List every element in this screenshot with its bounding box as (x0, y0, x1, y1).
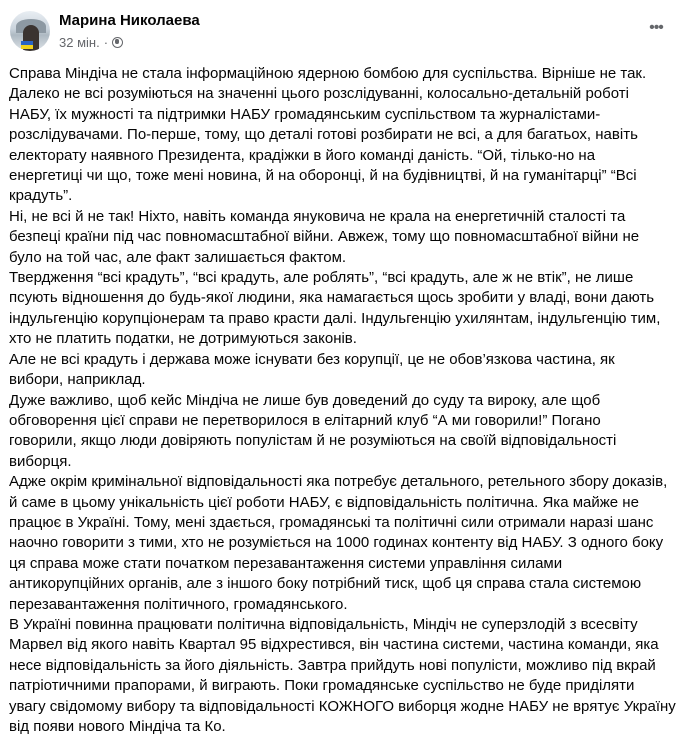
post-text-line: антикорупційних органів, але з іншого боку потрібний тиск, щоб ця справа стала системою (9, 575, 642, 593)
post-text-line: Адже окрім кримінальної відповідальності яка потребує детального, ретельного збору доказів, (9, 473, 668, 491)
post-text-line: індульгенцію корупціонерам та право красти далі. Індульгенцію ухилянтам, індульгенцію тим, (9, 309, 661, 327)
post-meta (59, 35, 123, 50)
post-text-line: В Україні повинна працювати політична відповідальність, Міндіч не суперзлодій з всесвіту (9, 615, 638, 633)
post-text-line: наочно говорити з тими, хто не розуміється на 1000 годинах контенту від НАБУ. З одного боку (9, 534, 664, 552)
post-text-line: Дуже важливо, щоб кейс Міндіча не лише був доведений до суду та вироку, але щоб (9, 391, 601, 409)
post-text-line: енергетиці чи що, тоже мені новина, й на оборонці, й на будівництві, й на гуманітарці” “Всі (9, 167, 637, 185)
more-options-button[interactable] (642, 19, 670, 38)
post-text-line: безпеці країни під час повномасштабної війни. Авжеж, тому що повномасштабної війни не (9, 228, 640, 246)
post-text-line: працює в Україні. Тому, мені здається, громадянські та політичні сили отримали наразі шанс (9, 513, 654, 531)
more-horizontal-icon: ••• (649, 19, 663, 36)
post-text-line: розслідувачами. По-перше, тому, що деталі готові розбирати не всі, а для багатьох, навіть (9, 126, 638, 144)
post-text-line: патріотичними прапорами, й виграють. Поки громадянське суспільство не буде приділяти (9, 677, 635, 695)
meta-separator: · (103, 35, 109, 50)
post-text-line: обговорення цієї справи не перетворилося в елітарний клуб “А ми говорили!” Погано (9, 411, 601, 429)
post-text-line: Справа Міндіча не стала інформаційною ядерною бомбою для суспільства. Вірніше не так. (9, 65, 647, 82)
post-text-line: електорату наявного Президента, крадіжки в його команді даність. “Ой, тілько-но на (9, 146, 596, 164)
post-text-line: говорили, якщо люди довіряють популістам й не розуміються на своїй відповідальності (9, 432, 617, 450)
post-text-line: хто не платить податки, не дотримуються законів. (9, 330, 357, 348)
author-name[interactable]: Марина Николаева (59, 12, 200, 29)
post-text-line: й саме в цьому унікальність цієї роботи НАБУ, є відповідальність політична. Яка майже не (9, 493, 639, 511)
post-text-line: перезавантаження політичного, громадянського. (9, 595, 348, 613)
post-text-line: несе відповідальність за його діяльність. Завтра прийдуть нові популісти, можливо під вкрай (9, 656, 656, 674)
post-text-line: Ні, не всі й не так! Ніхто, навіть команда януковича не крала на енергетичній сталості та (9, 207, 626, 225)
post-text-line: виборця. (9, 452, 72, 470)
post-text-line: НАБУ, їх мужності та підтримки НАБУ громадянським суспільством та журналістами- (9, 105, 601, 123)
post-text-line: Але не всі крадуть і держава може існувати без корупції, це не обов’язкова частина, як (9, 350, 615, 368)
post-text-line: було на той час, але факт залишається фактом. (9, 248, 347, 266)
post-text-line: увагу свідомому вибору та відповідальності КОЖНОГО виборця жодне НАБУ не врятує Україну (9, 697, 676, 715)
globe-icon[interactable] (112, 37, 123, 48)
post-text-line: крадуть”. (9, 187, 73, 205)
post-time[interactable]: 32 мін. (59, 35, 100, 50)
post-text (9, 64, 676, 737)
post-text-line: Твердження “всі крадуть”, “всі крадуть, але роблять”, “всі крадуть, але ж не втік”, не лише (9, 269, 634, 287)
post-text-line: псують відношення до будь-якої людини, яка намагається щось зробити у владі, вони дають (9, 289, 655, 307)
author-avatar[interactable] (10, 11, 50, 51)
post-text-line: Марвел від якого навіть Квартал 95 відхрестився, він частина системи, частина команди, яка (9, 636, 659, 654)
post-text-line: від появи нового Міндіча та Ко. (9, 718, 226, 735)
post-text-line: Далеко не всі розуміються на значенні цього розслідуванні, колосально-детальній роботі (9, 85, 629, 103)
post-text-line: ця справа може стати початком перезавантаження системи управління силами (9, 554, 563, 572)
avatar-flag (21, 41, 33, 49)
post-text-line: вибори, наприклад. (9, 371, 146, 389)
